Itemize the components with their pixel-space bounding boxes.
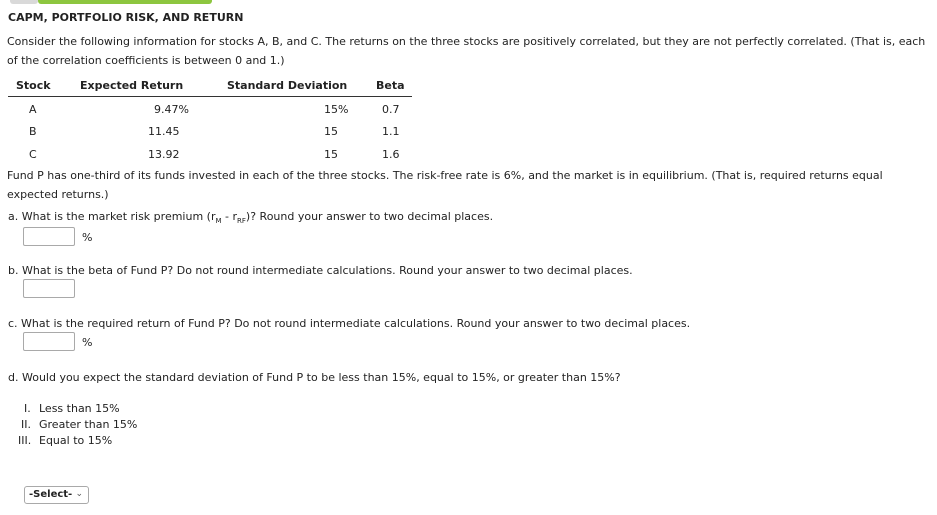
- percent-unit: %: [82, 231, 93, 244]
- col-header-expected-return: Expected Return: [80, 79, 184, 92]
- question-c: c. What is the required return of Fund P? Do not round intermediate calculations. Round your answer to two decimal places.: [8, 317, 691, 330]
- cell-expected-return: 9.47%: [154, 103, 189, 116]
- fund-description: Fund P has one-third of its funds invested in each of the three stocks. The risk-free rate is 6%, and the market is in equilibrium. (That is, required returns equal expected returns.): [7, 169, 883, 201]
- col-header-standard-deviation: Standard Deviation: [227, 79, 348, 92]
- required-return-input[interactable]: [23, 332, 75, 351]
- intro-text: Consider the following information for stocks A, B, and C. The returns on the three stocks are positively correlated, but they are not perfectly correlated. (That is, each of the correlation coefficients is between 0 and 1.): [7, 35, 926, 67]
- cell-standard-deviation: 15%: [324, 103, 349, 116]
- col-header-stock: Stock: [16, 79, 51, 92]
- progress-tabs: [0, 0, 937, 7]
- cell-beta: 0.7: [382, 103, 400, 116]
- cell-expected-return: 11.45: [148, 125, 180, 138]
- cell-stock: B: [29, 125, 37, 138]
- chevron-down-icon: ⌄: [75, 489, 83, 499]
- question-b: b. What is the beta of Fund P? Do not round intermediate calculations. Round your answer to two decimal places.: [8, 264, 633, 277]
- cell-beta: 1.6: [382, 148, 400, 161]
- cell-standard-deviation: 15: [324, 125, 338, 138]
- question-a: a. What is the market risk premium $(r_M - r_{RF})$? Round your answer to two decimal places.: [8, 210, 494, 226]
- tab-indicator-active: [38, 0, 212, 4]
- option-label: Less than 15%: [39, 402, 120, 415]
- question-d: d. Would you expect the standard deviation of Fund P to be less than 15%, equal to 15%, or greater than 15%?: [8, 371, 621, 384]
- option-num: III.: [18, 434, 32, 447]
- fund-beta-input[interactable]: [23, 279, 75, 298]
- percent-unit: %: [82, 336, 93, 349]
- problem-title: CAPM, PORTFOLIO RISK, AND RETURN: [8, 11, 244, 24]
- cell-stock: A: [29, 103, 37, 116]
- option-label: Equal to 15%: [39, 434, 113, 447]
- cell-stock: C: [29, 148, 37, 161]
- select-value: -Select-: [29, 489, 73, 500]
- tab-indicator-inactive: [10, 0, 38, 4]
- table-header-divider: [8, 96, 412, 97]
- col-header-beta: Beta: [376, 79, 405, 92]
- option-label: Greater than 15%: [39, 418, 138, 431]
- cell-expected-return: 13.92: [148, 148, 180, 161]
- cell-standard-deviation: 15: [324, 148, 338, 161]
- market-risk-premium-input[interactable]: [23, 227, 75, 246]
- std-dev-select[interactable]: [24, 486, 89, 504]
- cell-beta: 1.1: [382, 125, 400, 138]
- option-num: II.: [21, 418, 31, 431]
- option-num: I.: [24, 402, 31, 415]
